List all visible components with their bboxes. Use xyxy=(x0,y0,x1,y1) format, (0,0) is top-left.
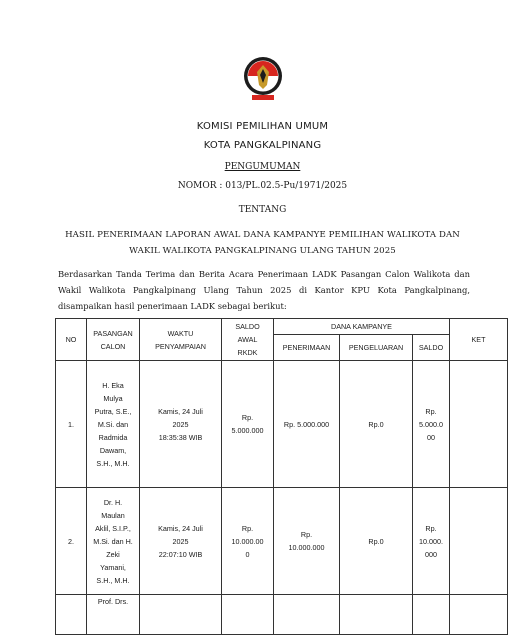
table-row xyxy=(56,488,508,595)
cell-line: Rp. 5.000.000 xyxy=(283,419,330,429)
cell-line: Dawam, xyxy=(99,445,127,455)
cell-no xyxy=(56,595,87,635)
cell-note xyxy=(450,488,508,595)
cell-time xyxy=(140,361,222,488)
cell-pair xyxy=(87,595,140,635)
subject-line-1: HASIL PENERIMAAN LAPORAN AWAL DANA KAMPANYE PEMILIHAN WALIKOTA DAN xyxy=(65,230,460,240)
cell-line: 18:35:38 WIB xyxy=(158,432,203,442)
cell-line: 10.000.00 xyxy=(231,536,264,546)
cell-line: 5.000.000 xyxy=(231,426,264,435)
cell-line: Kamis, 24 Juli xyxy=(158,406,203,416)
cell-line: 22:07:10 WIB xyxy=(158,549,203,559)
cell-line: Rp.0 xyxy=(368,536,384,546)
cell-line: Maulan xyxy=(101,510,125,520)
cell-line: S.H., M.H. xyxy=(96,458,130,468)
announcement-heading: PENGUMUMAN xyxy=(224,162,301,172)
cell-line: S.H., M.H. xyxy=(96,575,130,585)
cell-line: Rp. xyxy=(241,413,254,422)
cell-line: 10.000.000 xyxy=(288,543,325,552)
cell-line: Rp. xyxy=(425,406,437,416)
cell-line: Rp.0 xyxy=(368,419,384,429)
org-line-1: KOMISI PEMILIHAN UMUM xyxy=(196,121,329,132)
cell-line: 00 xyxy=(427,432,435,442)
cell-line: 2025 xyxy=(172,536,189,546)
cell-receipt xyxy=(274,595,340,635)
cell-line: 000 xyxy=(425,549,437,559)
cell-line: Prof. Drs. xyxy=(97,597,129,606)
org-line-2: KOTA PANGKALPINANG xyxy=(203,140,322,151)
cell-saldo xyxy=(222,595,274,635)
cell-line: M.Si. dan H. xyxy=(93,536,133,546)
header-note: KET xyxy=(450,319,508,361)
cell-balance xyxy=(413,488,450,595)
header-saldo-awal: SALDO AWAL RKDK xyxy=(222,319,274,361)
ladk-table xyxy=(55,318,508,635)
cell-saldo xyxy=(222,488,274,595)
cell-line: Dr. H. xyxy=(103,497,123,507)
cell-line: Aklil, S.I.P., xyxy=(95,523,131,533)
table-row xyxy=(56,361,508,488)
cell-expense xyxy=(340,361,413,488)
header-expense: PENGELUARAN xyxy=(340,335,413,361)
cell-line: 1. xyxy=(68,419,74,429)
document-number: NOMOR : 013/PL.02.5-Pu/1971/2025 xyxy=(177,181,348,191)
about-heading: TENTANG xyxy=(238,205,287,215)
cell-line: 2. xyxy=(68,536,74,546)
cell-line: 5.000.0 xyxy=(419,419,443,429)
cell-time xyxy=(140,488,222,595)
cell-line: Kamis, 24 Juli xyxy=(158,523,203,533)
kpu-logo xyxy=(242,55,284,103)
header-fund: DANA KAMPANYE xyxy=(274,319,450,335)
cell-line: Rp. xyxy=(425,523,437,533)
header-pair: PASANGAN CALON xyxy=(87,319,140,361)
cell-line: 0 xyxy=(245,549,250,559)
cell-note xyxy=(450,361,508,488)
cell-line: Rp. xyxy=(300,530,313,539)
cell-expense xyxy=(340,595,413,635)
header-balance: SALDO xyxy=(413,335,450,361)
cell-time xyxy=(140,595,222,635)
cell-no xyxy=(56,361,87,488)
cell-line: Putra, S.E., xyxy=(94,406,132,416)
intro-paragraph: Berdasarkan Tanda Terima dan Berita Acara Penerimaan LADK Pasangan Calon Walikota dan Wakil Walikota Pangkalpinang Ulang Tahun 2025 di Kantor KPU Kota Pangkalpinang, disampaikan hasil penerimaan LADK sebagai berikut: xyxy=(58,269,470,311)
cell-note xyxy=(450,595,508,635)
cell-pair xyxy=(87,361,140,488)
cell-line: Yamani, xyxy=(100,562,126,572)
cell-line: H. Eka xyxy=(102,380,124,390)
cell-line: M.Si. dan xyxy=(97,419,129,429)
cell-pair xyxy=(87,488,140,595)
cell-line: Mulya xyxy=(103,393,123,403)
subject-line-2: WAKIL WALIKOTA PANGKALPINANG ULANG TAHUN 2025 xyxy=(129,246,396,256)
cell-receipt xyxy=(274,361,340,488)
header-receipt: PENERIMAAN xyxy=(274,335,340,361)
table-row xyxy=(56,595,508,635)
cell-line: 2025 xyxy=(172,419,189,429)
cell-line: Rp. xyxy=(241,523,254,533)
cell-balance xyxy=(413,361,450,488)
header-no: NO xyxy=(56,319,87,361)
header-time: WAKTU PENYAMPAIAN xyxy=(140,319,222,361)
cell-saldo xyxy=(222,361,274,488)
cell-no xyxy=(56,488,87,595)
cell-line: Zeki xyxy=(106,549,120,559)
cell-line: Radmida xyxy=(98,432,128,442)
cell-line: 10.000. xyxy=(419,536,443,546)
cell-expense xyxy=(340,488,413,595)
cell-receipt xyxy=(274,488,340,595)
cell-balance xyxy=(413,595,450,635)
